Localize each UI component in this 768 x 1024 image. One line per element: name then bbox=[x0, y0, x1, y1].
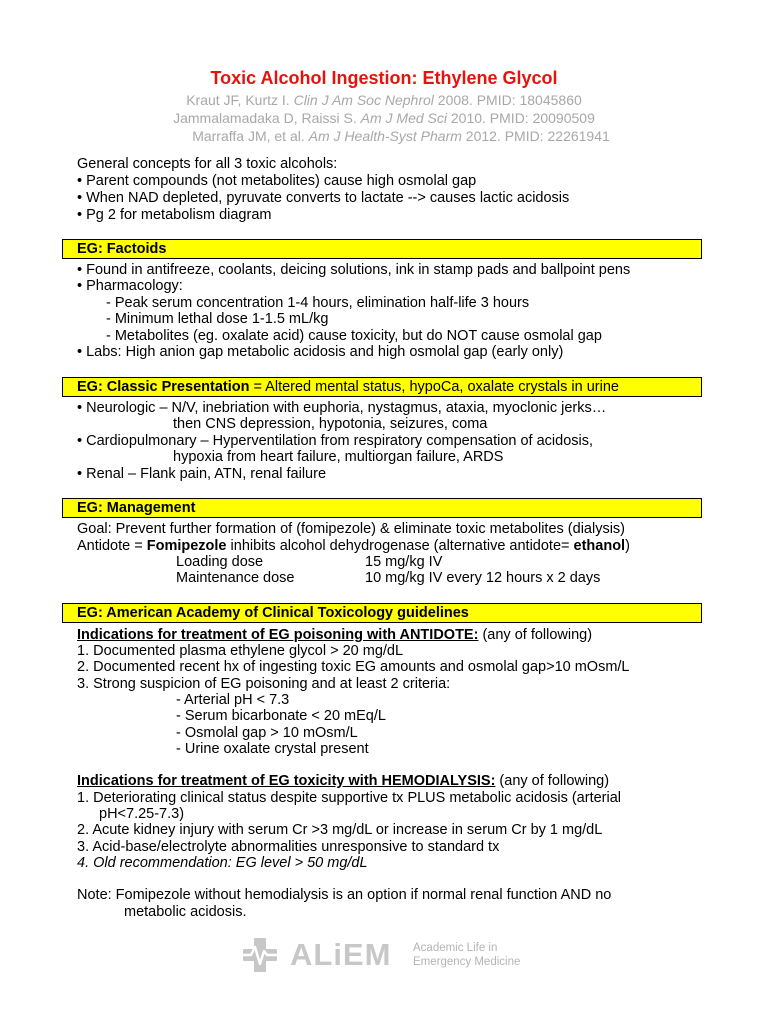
antidote-alternative: ethanol bbox=[573, 538, 626, 554]
dose-label: Maintenance dose bbox=[176, 570, 295, 586]
reference-authors: Marraffa JM, et al. bbox=[192, 128, 305, 144]
section-header-presentation bbox=[62, 377, 702, 397]
reference-list bbox=[0, 91, 768, 145]
reference-1 bbox=[0, 91, 768, 109]
page-title: Toxic Alcohol Ingestion: Ethylene Glycol bbox=[210, 68, 558, 88]
antidote-drug: Fomipezole bbox=[146, 538, 227, 554]
criteria-item: - Arterial pH < 7.3 bbox=[176, 692, 290, 708]
presentation-line: hypoxia from heart failure, multiorgan failure, ARDS bbox=[173, 449, 504, 465]
general-heading: General concepts for all 3 toxic alcohols: bbox=[77, 156, 338, 172]
reference-journal: Am J Health-Syst Pharm bbox=[308, 128, 462, 144]
reference-3 bbox=[0, 127, 768, 145]
aliem-logo bbox=[240, 936, 540, 976]
reference-details: 2008. PMID: 18045860 bbox=[437, 92, 582, 108]
antidote-indication: 2. Documented recent hx of ingesting toxic EG amounts and osmolal gap>10 mOsm/L bbox=[77, 659, 630, 675]
antidote-indications-heading bbox=[77, 627, 592, 643]
section-header-label: EG: American Academy of Clinical Toxicology guidelines bbox=[77, 605, 469, 621]
hemodialysis-indication-old: 4. Old recommendation: EG level > 50 mg/dL bbox=[77, 855, 368, 871]
section-header-management bbox=[62, 498, 702, 518]
antidote-indication: 1. Documented plasma ethylene glycol > 20 mg/dL bbox=[77, 643, 404, 659]
general-bullet: • When NAD depleted, pyruvate converts to lactate --> causes lactic acidosis bbox=[77, 190, 570, 206]
reference-journal: Clin J Am Soc Nephrol bbox=[293, 92, 434, 108]
section-header-summary: = Altered mental status, hypoCa, oxalate crystals in urine bbox=[249, 379, 619, 395]
management-antidote bbox=[77, 538, 630, 554]
section-header-guidelines bbox=[62, 603, 702, 623]
factoid-bullet: • Found in antifreeze, coolants, deicing solutions, ink in stamp pads and ballpoint pens bbox=[77, 262, 631, 278]
reference-details: 2012. PMID: 22261941 bbox=[465, 128, 610, 144]
criteria-item: - Osmolal gap > 10 mOsm/L bbox=[176, 725, 358, 741]
reference-journal: Am J Med Sci bbox=[360, 110, 447, 126]
general-bullet: • Pg 2 for metabolism diagram bbox=[77, 207, 272, 223]
antidote-suffix: ) bbox=[625, 538, 630, 554]
reference-authors: Jammalamadaka D, Raissi S. bbox=[173, 110, 357, 126]
antidote-prefix: Antidote = bbox=[77, 538, 147, 554]
factoid-subitem: - Peak serum concentration 1-4 hours, elimination half-life 3 hours bbox=[106, 295, 530, 311]
factoid-bullet: • Labs: High anion gap metabolic acidosis and high osmolal gap (early only) bbox=[77, 344, 564, 360]
antidote-indication: 3. Strong suspicion of EG poisoning and at least 2 criteria: bbox=[77, 676, 451, 692]
hemodialysis-heading-suffix: (any of following) bbox=[495, 773, 610, 789]
general-bullet: • Parent compounds (not metabolites) cause high osmolal gap bbox=[77, 173, 477, 189]
hemodialysis-indication: 1. Deteriorating clinical status despite supportive tx PLUS metabolic acidosis (arterial bbox=[77, 790, 621, 806]
dose-value: 15 mg/kg IV bbox=[365, 554, 443, 570]
dose-row bbox=[176, 570, 295, 586]
aliem-cross-icon bbox=[240, 938, 280, 972]
antidote-mechanism: inhibits alcohol dehydrogenase (alternative antidote= bbox=[226, 538, 574, 554]
note-line: metabolic acidosis. bbox=[124, 904, 247, 920]
dose-row bbox=[176, 554, 263, 570]
reference-authors: Kraut JF, Kurtz I. bbox=[186, 92, 290, 108]
hemodialysis-heading-text: Indications for treatment of EG toxicity with HEMODIALYSIS: bbox=[77, 773, 496, 789]
reference-2 bbox=[0, 109, 768, 127]
section-header-label: EG: Management bbox=[77, 500, 196, 516]
logo-tagline bbox=[413, 941, 520, 969]
logo-wordmark: ALiEM bbox=[290, 937, 392, 972]
dose-label: Loading dose bbox=[176, 554, 264, 570]
presentation-line: • Renal – Flank pain, ATN, renal failure bbox=[77, 466, 327, 482]
factoid-subitem: - Metabolites (eg. oxalate acid) cause toxicity, but do NOT cause osmolal gap bbox=[106, 328, 602, 344]
hemodialysis-indication: 3. Acid-base/electrolyte abnormalities unresponsive to standard tx bbox=[77, 839, 500, 855]
reference-details: 2010. PMID: 20090509 bbox=[450, 110, 595, 126]
dose-value: 10 mg/kg IV every 12 hours x 2 days bbox=[365, 570, 601, 586]
criteria-item: - Urine oxalate crystal present bbox=[176, 741, 369, 757]
section-header-factoids bbox=[62, 239, 702, 259]
logo-tagline-line: Academic Life in bbox=[413, 942, 498, 954]
presentation-line: • Neurologic – N/V, inebriation with euphoria, nystagmus, ataxia, myoclonic jerks… bbox=[77, 400, 607, 416]
presentation-line: then CNS depression, hypotonia, seizures, coma bbox=[173, 416, 488, 432]
management-goal: Goal: Prevent further formation of (fomipezole) & eliminate toxic metabolites (dialysis) bbox=[77, 521, 625, 537]
logo-tagline-line: Emergency Medicine bbox=[413, 956, 521, 968]
factoid-subitem: - Minimum lethal dose 1-1.5 mL/kg bbox=[106, 311, 329, 327]
hemodialysis-indications-heading bbox=[77, 773, 609, 789]
hemodialysis-indication: pH<7.25-7.3) bbox=[99, 806, 185, 822]
antidote-heading-suffix: (any of following) bbox=[478, 627, 593, 643]
criteria-item: - Serum bicarbonate < 20 mEq/L bbox=[176, 708, 386, 724]
hemodialysis-indication: 2. Acute kidney injury with serum Cr >3 mg/dL or increase in serum Cr by 1 mg/dL bbox=[77, 822, 603, 838]
presentation-line: • Cardiopulmonary – Hyperventilation from respiratory compensation of acidosis, bbox=[77, 433, 594, 449]
note-line: Note: Fomipezole without hemodialysis is an option if normal renal function AND no bbox=[77, 887, 612, 903]
section-header-label: EG: Classic Presentation bbox=[77, 379, 250, 395]
section-header-label: EG: Factoids bbox=[77, 241, 167, 257]
factoid-bullet: • Pharmacology: bbox=[77, 278, 183, 294]
antidote-heading-text: Indications for treatment of EG poisoning with ANTIDOTE: bbox=[77, 627, 479, 643]
